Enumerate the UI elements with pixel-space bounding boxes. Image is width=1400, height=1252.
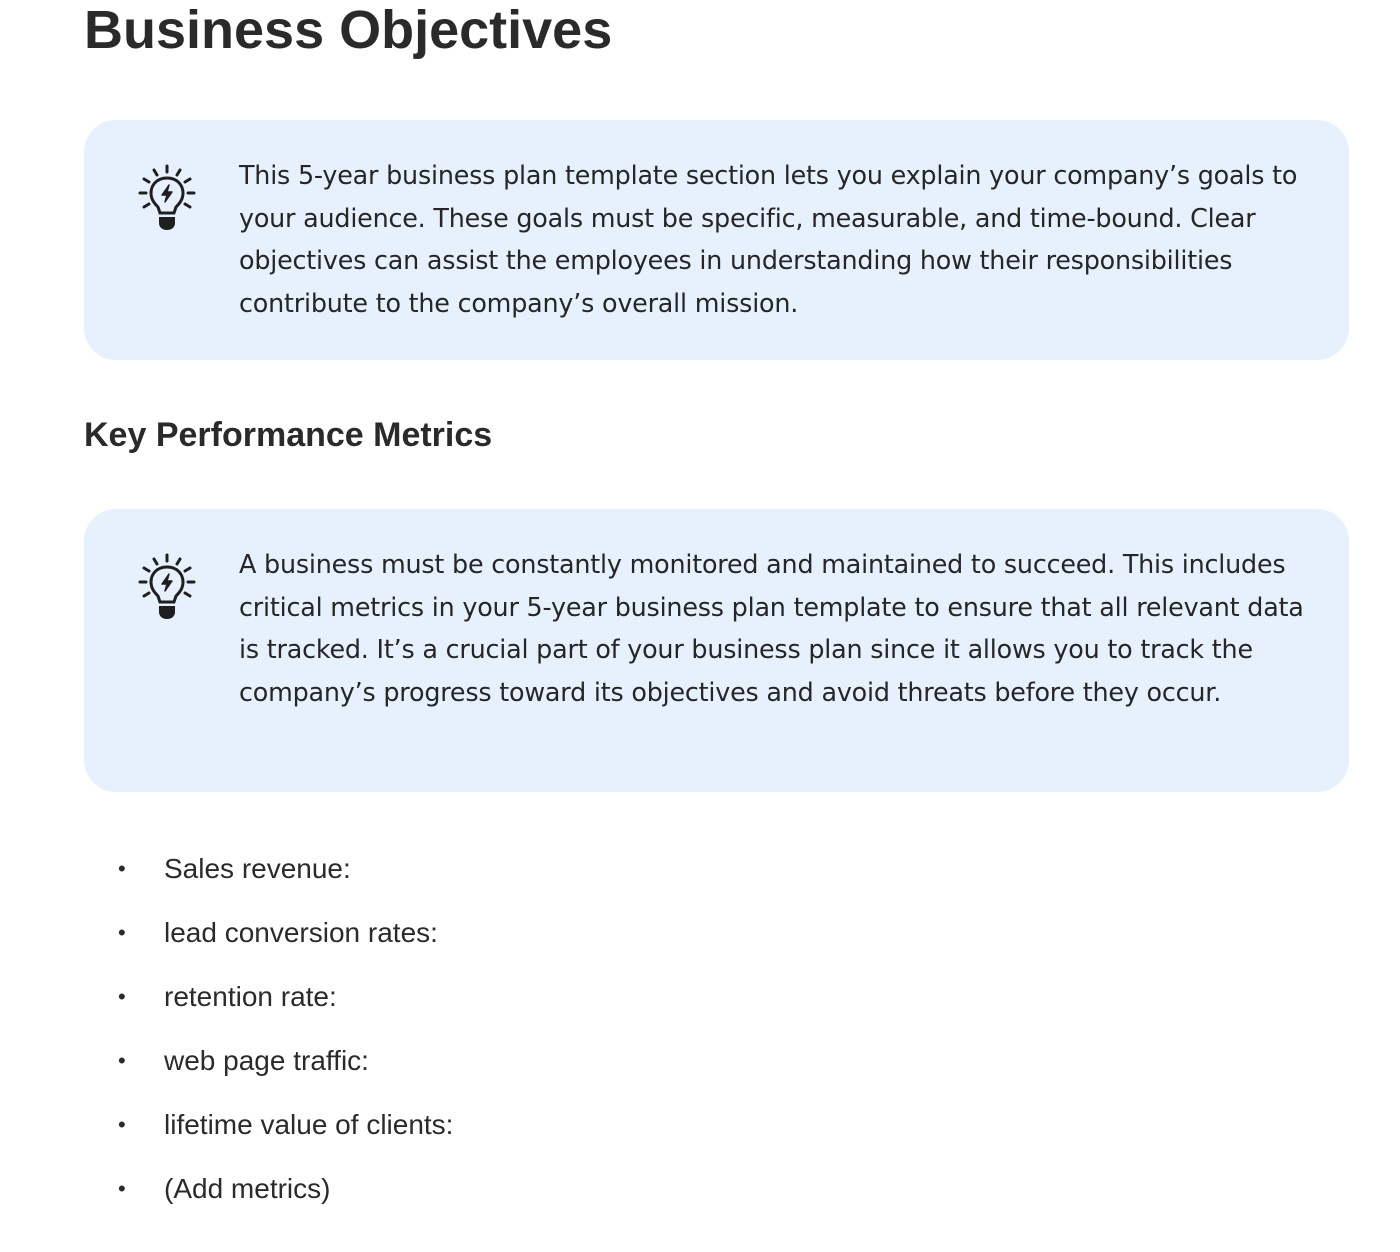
metric-label: (Add metrics) (164, 1173, 331, 1204)
callout-text: A business must be constantly monitored and maintained to succeed. This includes critical metrics in your 5-year business plan template to ensure that all relevant data is tracked. It’s a crucial part of your business plan since it allows you to track the company’s progress toward its objectives and avoid threats before they occur. (239, 549, 1304, 707)
metric-label: web page traffic: (164, 1045, 369, 1076)
info-callout (84, 509, 1349, 792)
callout-text: This 5-year business plan template section lets you explain your company’s goals to your audience. These goals must be specific, measurable, and time-bound. Clear objectives can assist the employees in understanding how their responsibilities contribute to the company’s overall mission. (239, 160, 1298, 318)
metric-label: lifetime value of clients: (164, 1109, 454, 1140)
metric-label: lead conversion rates: (164, 917, 438, 948)
page-title: Business Objectives (84, 0, 613, 60)
bullet: • (118, 856, 126, 881)
bullet: • (118, 1048, 126, 1073)
bullet: • (118, 1112, 126, 1137)
lightbulb-icon (136, 164, 198, 236)
info-callout (84, 120, 1349, 360)
bullet: • (118, 920, 126, 945)
section-heading: Key Performance Metrics (84, 416, 493, 454)
metric-label: retention rate: (164, 981, 337, 1012)
bullet: • (118, 984, 126, 1009)
metric-label: Sales revenue: (164, 853, 351, 884)
bullet: • (118, 1176, 126, 1201)
lightbulb-icon (136, 553, 198, 625)
